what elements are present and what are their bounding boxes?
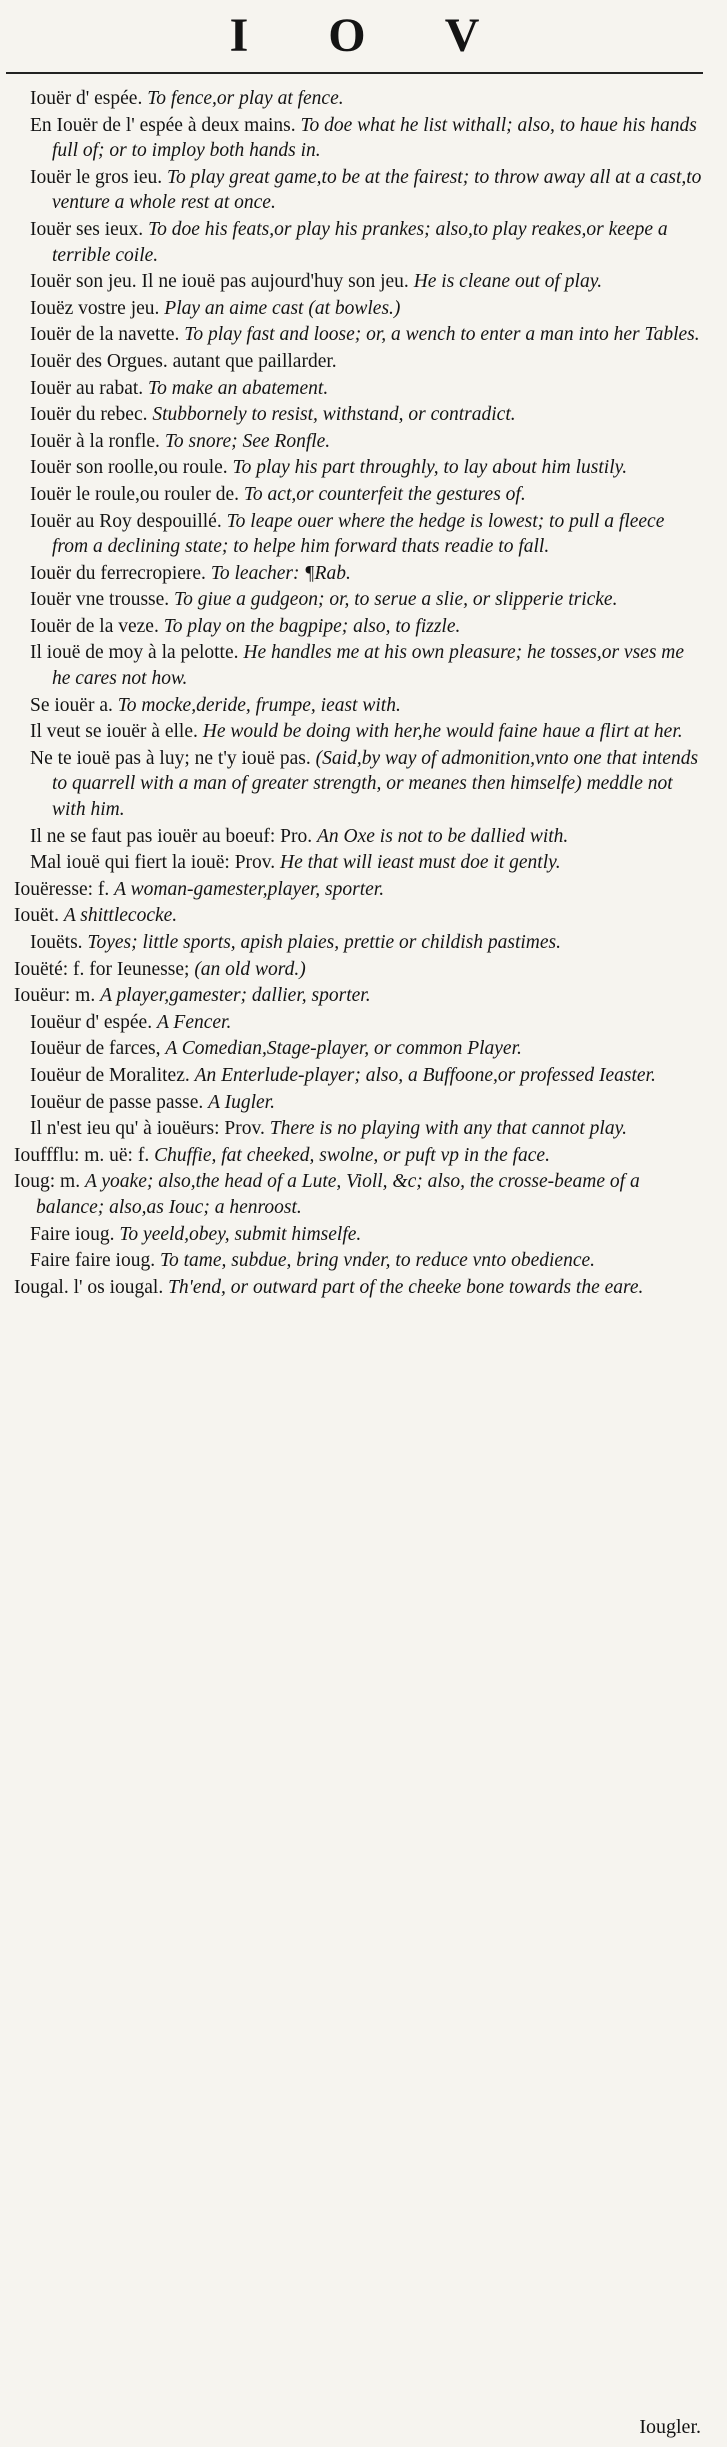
entry-headword: Il ne se faut pas iouër au boeuf: Pro. [30,825,313,847]
dictionary-entry [30,640,703,691]
entry-headword: Iouëresse: f. [14,878,110,900]
dictionary-entry [30,86,703,112]
entry-definition: To tame, subdue, bring vnder, to reduce vnto obedience. [159,1250,596,1272]
entry-headword: Iouër du rebec. [30,404,148,426]
dictionary-entry [30,719,703,745]
entry-definition: An Enterlude-player; also, a Buffoone,or professed Ieaster. [194,1064,656,1086]
dictionary-entry [30,376,703,402]
entry-definition: Th'end, or outward part of the cheeke bone towards the eare. [168,1276,644,1298]
dictionary-entry [30,824,703,850]
dictionary-entry [30,482,703,508]
entry-definition: To leacher: ¶Rab. [210,562,351,584]
entry-definition: To play great game,to be at the fairest; to throw away all at a cast,to venture a whole rest at once. [52,166,702,214]
dictionary-entry [30,429,703,455]
entry-headword: Iouër du ferrecropiere. [30,562,206,584]
dictionary-entry [30,322,703,348]
entry-definition: To doe his feats,or play his prankes; also,to play reakes,or keepe a terrible coile. [52,218,668,266]
dictionary-entry [30,349,703,375]
dictionary-entry [30,561,703,587]
dictionary-entry [30,930,703,956]
entry-headword: Iouër le gros ieu. [30,166,163,188]
entry-headword: Iouër de la veze. [30,615,159,637]
dictionary-entry [30,1116,703,1142]
entry-definition: Toyes; little sports, apish plaies, prettie or childish pastimes. [87,932,562,953]
entry-definition: To play fast and loose; or, a wench to enter a man into her Tables. [184,324,700,346]
entry-definition: To play his part throughly, to lay about him lustily. [232,457,628,479]
entry-definition: To make an abatement. [148,377,329,399]
entry-definition: To play on the bagpipe; also, to fizzle. [163,615,461,637]
entry-definition: To fence,or play at fence. [147,88,344,109]
dictionary-entry [30,165,703,216]
entry-definition: (Said,by way of admonition,vnto one that intends to quarrell with a man of greater strength, or meanes then himselfe) meddle not with him. [52,747,699,821]
entry-definition: (an old word.) [194,958,306,980]
entry-headword: Il n'est ieu qu' à iouëurs: Prov. [30,1118,265,1140]
entry-definition: He is cleane out of play. [413,271,603,293]
entry-definition: To act,or counterfeit the gestures of. [243,483,526,505]
dictionary-entry [30,217,703,268]
dictionary-entry [14,877,703,903]
dictionary-entry [30,296,703,322]
dictionary-entry [30,1090,703,1116]
dictionary-entry [14,957,703,983]
entry-headword: Iouër vne trousse. [30,589,170,611]
entry-headword: Iouëur: m. [14,985,96,1007]
entry-headword: Iouër son roolle,ou roule. [30,457,228,479]
entry-definition: A player,gamester; dallier, sporter. [100,985,371,1007]
entry-headword: Iouëur d' espée. [30,1011,153,1033]
dictionary-entry [30,850,703,876]
entry-headword: Iouëur de passe passe. [30,1091,204,1113]
entry-definition: To mocke,deride, frumpe, ieast with. [117,694,401,716]
dictionary-entry [30,1010,703,1036]
catchword: Iougler. [639,2416,701,2438]
header-rule [6,72,703,74]
entry-definition: An Oxe is not to be dallied with. [317,825,569,847]
entry-headword: Ioug: m. [14,1171,81,1193]
entry-definition: Stubbornely to resist, withstand, or contradict. [152,404,516,426]
entry-headword: Iouët. [14,905,59,927]
entry-definition: He handles me at his own pleasure; he tosses,or vses me he cares not how. [52,642,685,690]
entry-definition: A Comedian,Stage-player, or common Player. [165,1038,522,1060]
entry-definition: To giue a gudgeon; or, to serue a slie, or slipperie tricke. [174,589,618,611]
entry-definition: To leape ouer where the hedge is lowest; to pull a fleece from a declining state; to helpe him forward thats readie to fall. [52,510,665,558]
entry-headword: Iouër de la navette. [30,324,180,346]
entry-headword: Ne te iouë pas à luy; ne t'y iouë pas. [30,747,311,769]
entry-definition: There is no playing with any that cannot play. [269,1118,628,1140]
entry-headword: Faire faire ioug. [30,1250,156,1272]
entry-definition: A shittlecocke. [63,905,178,927]
entry-definition: A Fencer. [156,1011,232,1033]
entry-definition: A yoake; also,the head of a Lute, Violl, &c; also, the crosse-beame of a balance; also,as Iouc; a henroost. [36,1171,640,1218]
entry-headword: En Iouër de l' espée à deux mains. [30,114,296,136]
dictionary-entry [30,1222,703,1248]
entry-headword: Iouëur de farces, [30,1038,161,1060]
entry-definition: To doe what he list withall; also, to haue his hands full of; or to imploy both hands in. [52,114,697,162]
entry-headword: Iouër au Roy despouillé. [30,510,222,532]
entry-headword: Se iouër a. [30,694,113,716]
entry-headword: Iouffflu: m. uë: f. [14,1144,150,1166]
entry-definition: Chuffie, fat cheeked, swolne, or puft vp in the face. [154,1144,550,1166]
dictionary-entry [30,587,703,613]
entry-definition: A woman-gamester,player, sporter. [114,878,385,900]
entry-definition: To snore; See Ronfle. [164,430,331,452]
entry-headword: Iouëur de Moralitez. [30,1064,190,1086]
dictionary-entry [30,1036,703,1062]
entry-headword: Il iouë de moy à la pelotte. [30,642,239,664]
dictionary-entry [14,1169,703,1220]
entry-headword: Il veut se iouër à elle. [30,721,198,743]
dictionary-entry [30,1063,703,1089]
entry-headword: Iougal. l' os iougal. [14,1276,164,1298]
entry-definition: He would be doing with her,he would faine haue a flirt at her. [202,721,683,743]
dictionary-entry [30,113,703,164]
page-header: I O V [229,9,514,62]
entry-definition: To yeeld,obey, submit himselfe. [119,1223,362,1245]
entry-headword: Iouëts. [30,932,83,953]
dictionary-entry [30,455,703,481]
entry-headword: Iouër des Orgues. autant que paillarder. [30,350,337,372]
entry-headword: Iouër ses ieux. [30,218,144,240]
entry-headword: Iouëz vostre jeu. [30,297,160,319]
entry-headword: Iouër d' espée. [30,88,143,109]
dictionary-entry [30,1248,703,1274]
dictionary-entry [14,903,703,929]
entry-definition: A Iugler. [208,1091,275,1113]
dictionary-entry [30,693,703,719]
entry-headword: Iouër son jeu. Il ne iouë pas aujourd'huy son jeu. [30,271,409,293]
entry-headword: Iouër au rabat. [30,377,144,399]
dictionary-entry [14,983,703,1009]
entry-headword: Faire ioug. [30,1223,115,1245]
entry-headword: Iouër à la ronfle. [30,430,160,452]
entry-list [6,86,703,1300]
entry-headword: Iouër le roule,ou rouler de. [30,483,239,505]
dictionary-entry [30,614,703,640]
entry-definition: Play an aime cast (at bowles.) [164,297,401,319]
dictionary-entry [14,1143,703,1169]
entry-headword: Mal iouë qui fiert la iouë: Prov. [30,852,276,874]
dictionary-entry [30,509,703,560]
entry-headword: Iouëté: f. for Ieunesse; [14,958,190,980]
dictionary-entry [14,1275,703,1301]
dictionary-entry [30,269,703,295]
dictionary-entry [30,402,703,428]
entry-definition: He that will ieast must doe it gently. [280,852,561,874]
dictionary-entry [30,746,703,823]
